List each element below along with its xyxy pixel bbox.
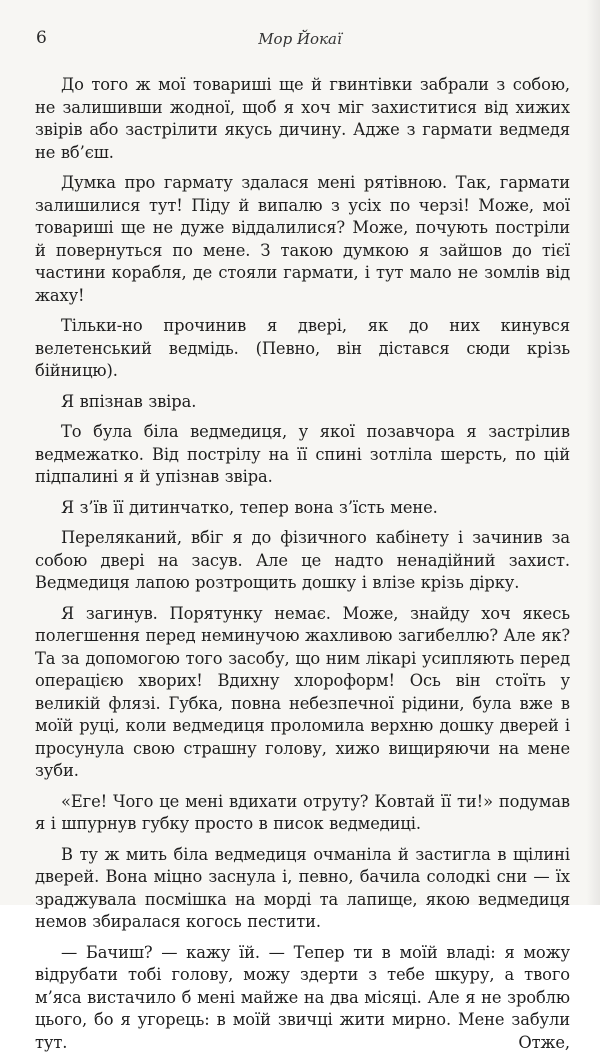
paragraph: Переляканий, вбіг я до фізичного кабінету і зачинив за собою двері на засув. Але це надто ненадійний захист. Ведмедиця лапою розтрощить дошку і влізе крізь дірку. bbox=[35, 528, 570, 592]
running-title: Мор Йокаї bbox=[258, 30, 342, 48]
paragraph: То була біла ведмедиця, у якої позавчора я застрілив ведмежатко. Від пострілу на її спині зотліла шерсть, по цій підпалині я й упізнав звіра. bbox=[35, 422, 570, 486]
paragraph: Думка про гармату здалася мені рятівною. Так, гармати залишилися тут! Піду й випалю з усіх по черзі! Може, мої товариші ще не дуже віддалилися? Може, почують постріли й повернуться по мене. З такою думкою я зайшов до тієї частини корабля, де стояли гармати, і тут мало не зомлів від жаху! bbox=[35, 173, 570, 305]
paragraph: Тільки-но прочинив я двері, як до них кинувся велетенський ведмідь. (Певно, він дістався сюди крізь бійницю). bbox=[35, 316, 570, 380]
body-text bbox=[35, 74, 570, 1062]
paragraph: — Бачиш? — кажу їй. — Тепер ти в моїй владі: я можу відрубати тобі голову, можу здерти з тебе шкуру, а твого м’яса вистачило б мені майже на два місяці. Але я не зроблю цього, бо я угорець: в моїй звичці жити мирно. Мене забули тут. Отже, bbox=[35, 942, 570, 1052]
page-edge-shadow bbox=[586, 0, 600, 905]
paragraph: Я загинув. Порятунку немає. Може, знайду хоч якесь полегшення перед неминучою жахливою загибеллю? Але як? Та за допомогою того засобу, що ним лікарі усипляють перед операцією хворих! Вдихну хлороформ! Ось він стоїть у великій флязі. Губка, повна небезпечної рідини, була вже в моїй руці, коли ведмедиця проломила верхню дошку дверей і просунула свою страшну голову, хижо вищиряючи на мене зуби. bbox=[35, 603, 570, 780]
paragraph: До того ж мої товариші ще й гвинтівки забрали з собою, не залишивши жодної, щоб я хоч міг захиститися від хижих звірів або застрілити якусь дичину. Адже з гармати ведмедя не вб’єш. bbox=[35, 75, 570, 162]
paragraph: «Еге! Чого це мені вдихати отруту? Ковтай її ти!» подумав я і шпурнув губку просто в писок ведмедиці. bbox=[35, 791, 570, 833]
paragraph: Я з’їв її дитинчатко, тепер вона з’їсть мене. bbox=[61, 497, 438, 517]
paragraph: В ту ж мить біла ведмедиця очманіла й застигла в щілині дверей. Вона міцно заснула і, певно, бачила солодкі сни — їх зраджувала посмішка на морді та лапище, якою ведмедиця немов збиралася когось пестити. bbox=[35, 844, 570, 931]
paragraph: Я впізнав звіра. bbox=[61, 391, 197, 411]
page-number: 6 bbox=[36, 28, 47, 48]
